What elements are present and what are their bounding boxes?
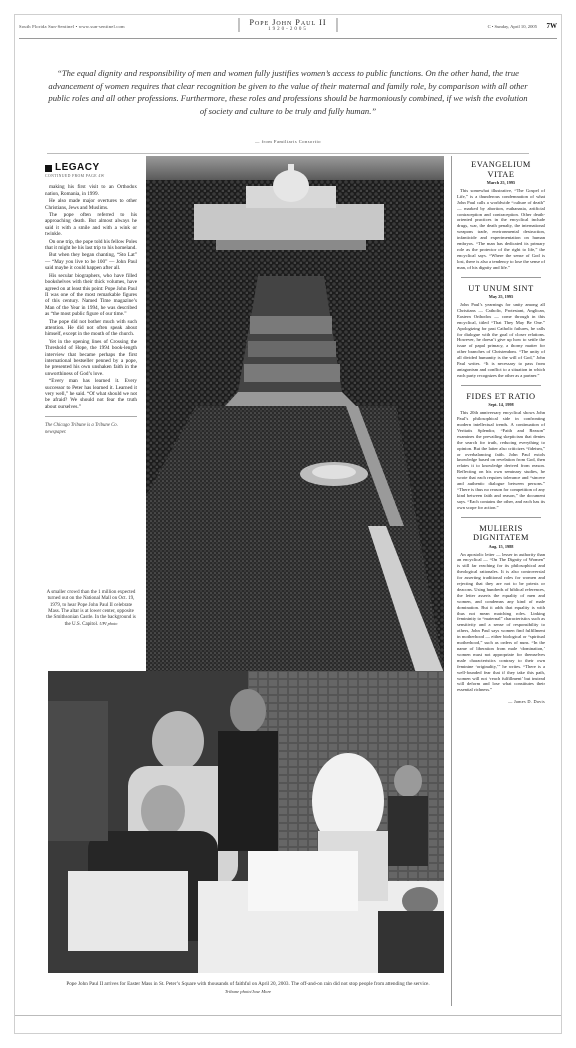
- legacy-article: [45, 162, 137, 436]
- easter-mass-image: [48, 671, 444, 973]
- article-heading: [45, 162, 137, 174]
- section-body: This 20th anniversary encyclical shows John Paul’s philosophical side in confronting modern intellectual trends. A continuation of Veritatis Splendor, “Faith and Reason” examines the prevailing skepticism that denies the search for truth, reducing everything to opinion. But the latter also criticizes “fideism,” or overbalancing faith. John Paul extols knowledge based on revelation from God, then relates it to knowledge derived from reason. Reflecting on his own seminary studies, he wrote that each requires tolerance and “sincere and authentic dialogue between persons.” “There is thus no reason for competition of any kind between faith and reason,” the document says. “Each contains the other, and each has its own scope for action.”: [457, 410, 545, 510]
- mall-aerial-image: [146, 156, 444, 673]
- divider: [47, 153, 529, 154]
- newspaper-page: [14, 14, 562, 1034]
- section-heading: FIDES ET RATIO: [466, 391, 536, 401]
- square-bullet-icon: [45, 165, 52, 172]
- sidebar-section: [457, 524, 545, 694]
- article-paragraph: The pope often referred to his approaching death. But almost always he said it with a smile and with a wink or twinkle.: [45, 212, 137, 238]
- article-credit: The Chicago Tribune is a Tribune Co. newspaper.: [45, 423, 118, 435]
- divider: [461, 277, 541, 278]
- article-paragraph: The pope did not bother much with such attention. He did not often speak about himself, except in the mouth of the church.: [45, 318, 137, 338]
- section-heading: EVANGELIUM VITAE: [471, 160, 531, 179]
- section-date: May 25, 1995: [488, 294, 514, 300]
- article-paragraph: Yet in the opening lines of Crossing the Threshold of Hope, the 1994 book-length interview that became perhaps the first international bestseller penned by a pope, he presented his own unshaken faith in the unworthiness of God’s love.: [45, 338, 137, 377]
- divider: [45, 416, 137, 417]
- page-header: [19, 17, 557, 39]
- publication-name: South Florida Sun-Sentinel • www.sun-sentinel.com: [19, 24, 125, 29]
- photo-caption-easter: [65, 981, 431, 996]
- caption-text: A smaller crowd than the 1 million expected turned out on the National Mall on Oct. 19, 1979, to hear Pope John Paul II celebrate Mass. The altar is at lower center, opposite the Smithsonian Castle. In the background is the U.S. Capitol.: [46, 590, 136, 628]
- article-heading-label: LEGACY: [55, 162, 100, 174]
- photo-caption-mall: [45, 590, 137, 629]
- article-paragraph: He also made major overtures to other Christians, Jews and Muslims.: [45, 198, 137, 211]
- sidebar-section: [457, 284, 545, 379]
- sidebar-section: [457, 392, 545, 511]
- page-number: 7W: [546, 22, 557, 30]
- article-body: [45, 184, 137, 410]
- continued-line: CONTINUED FROM PAGE 4W: [45, 174, 105, 178]
- section-date: March 25, 1995: [486, 180, 516, 185]
- section-heading: UT UNUM SINT: [468, 283, 534, 293]
- photo-credit: UPI photo: [99, 621, 118, 627]
- section-title: Pope John Paul II: [249, 18, 327, 27]
- column-divider: [451, 156, 452, 1006]
- section-body: John Paul’s yearnings for unity among all Christians — Catholic, Protestant, Anglican, Eastern Orthodox — come through in this encyclical, titled “That They May Be One.” Apologizing for past Catholic failures, he calls for dialogue with the goal of closer relations. However, he doesn’t give up how to settle the issue of papal primacy, a thorny matter for other branches of Christendom. “The unity of all divided humanity is the will of God,” John Paul writes. “It is necessary to pass from antagonism and conflict to a situation in which each party recognizes the other as a partner.”: [457, 302, 545, 378]
- article-paragraph: His secular biographers, who have filled bookshelves with their thick volumes, have agreed on at least this point: Pope John Paul II was one of the most remarkable figures of this century. Named Time magazine’s Man of the Year in 1994, he was described as “the most public figure of our time.”: [45, 272, 137, 318]
- section-years: 1920-2005: [268, 27, 308, 32]
- photo-credit: Tribune photo/Jose More: [224, 989, 272, 994]
- section-body: An apostolic letter — lesser in authority than an encyclical — “On The Dignity of Women” is still far reaching for its philosophical and theological rationales. It is also controversial for asserting traditional roles for women and rejecting that they are not to be priests or deacons. Using hundreds of biblical references, the letter asserts the equality of men and women, and condemns any kind of male domination. But it adds that equality is with thus not mean matching roles. Linking femininity to “maternal” characteristics such as sensitivity and a sense of responsibility to others, John Paul says women find fulfillment in motherhood — either biological or “spiritual motherhood,” such as orders of nuns. “In the name of liberation from male ‘domination,’ women must not appropriate for themselves male characteristics contrary to their own feminine ‘originality,’” he writes. “There is a well-founded fear that if they take this path, women will not ‘reach fulfillment’ but instead will deform and lose what constitutes their essential richness.”: [457, 551, 545, 693]
- section-flag: [238, 18, 337, 32]
- pull-quote-attribution: — from Familiaris Consortio: [254, 139, 322, 144]
- encyclicals-sidebar: [457, 160, 545, 705]
- divider: [15, 1015, 561, 1016]
- section-date: Sept. 14, 1998: [488, 402, 514, 408]
- article-paragraph: making his first visit to an Orthodox nation, Romania, in 1999.: [45, 184, 137, 197]
- divider: [461, 385, 541, 386]
- article-paragraph: But when they began chanting, “Sto Lat” — “May you live to be 100” — John Paul said maybe it could happen after all.: [45, 252, 137, 272]
- pull-quote: “The equal dignity and responsibility of men and women fully justifies women’s access to public functions. On the other hand, the true advancement of women requires that clear recognition be given to the value of their maternal and family role, by comparison with all other public roles and all other professions. Furthermore, these roles and professions should be harmoniously combined, if we wish the evolution of society and culture to be truly and fully human.”: [48, 68, 528, 116]
- divider: [461, 517, 541, 518]
- photo-national-mall: [146, 156, 444, 673]
- article-paragraph: On one trip, the pope told his fellow Poles that it might be his last trip to his homeland.: [45, 238, 137, 252]
- photo-easter-mass: [48, 671, 444, 973]
- byline: — James D. Davis: [507, 699, 545, 705]
- edition-date: C • Sunday, April 10, 2005: [487, 24, 537, 29]
- section-date: Aug. 15, 1988: [488, 543, 514, 549]
- caption-text: Pope John Paul II arrives for Easter Mass in St. Peter’s Square with thousands of faithful on April 20, 2003. The off-and-on rain did not stop people from attending the service.: [66, 981, 430, 987]
- sidebar-section: [457, 160, 545, 271]
- section-body: This somewhat illustrative, “The Gospel of Life,” is a thunderous condemnation of what John Paul calls a worldwide “culture of death” — marked by abortion, euthanasia, artificial contraception and contraception. Other death-oriented practices in the encyclical include drugs, war, the death penalty, the international weapons trade, environmental destruction, infanticide and experimentation on human embryos. “The man has dedicated its primary role as the protector of the right to life,” the encyclical says. “Where the sense of God is lost, there is also a tendency to lose the sense of man, of his dignity and life.”: [457, 187, 545, 270]
- section-heading: MULIERIS DIGNITATEM: [473, 523, 529, 543]
- article-paragraph: “Every man has learned it. Every successor to Peter has learned it. Learned it very well,” he said. “Of what should we not be afraid? We should not fear the truth about ourselves.”: [45, 378, 137, 410]
